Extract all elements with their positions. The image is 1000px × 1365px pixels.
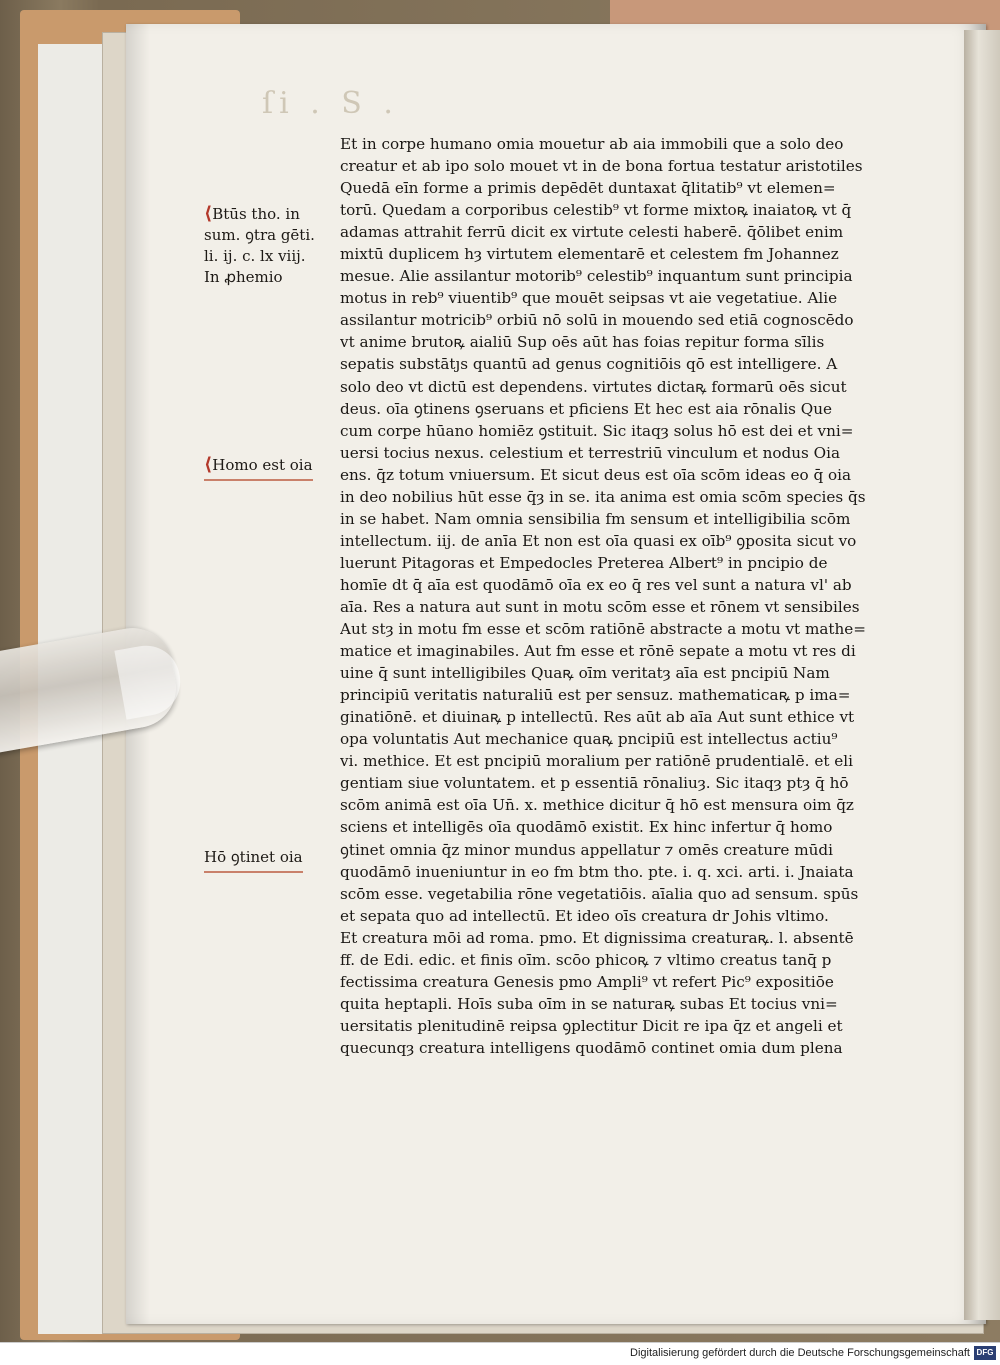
- text-line: scōm animā est oīa Un̄. x. methice dicitur q̄ hō est mensura oim q̄z: [340, 796, 854, 815]
- text-line: in se habet. Nam omnia sensibilia fm sensum et intelligibilia scōm: [340, 509, 851, 528]
- text-line: quita heptapli. Hoīs suba oīm in se naturaꝶ subas Et tocius vni=: [340, 994, 838, 1013]
- margin-note-text: Homo est oia: [212, 456, 313, 474]
- text-line: scōm esse. vegetabilia rōne vegetatiōis. aīalia quo ad sensum. spūs: [340, 884, 859, 903]
- text-line: homīe dt q̄ aīa est quodāmō oīa ex eo q̄ res vel sunt a natura vl' ab: [340, 575, 852, 594]
- text-line: aīa. Res a natura aut sunt in motu scōm esse et rōnem vt sensibiles: [340, 597, 860, 616]
- dfg-logo-icon: DFG: [974, 1346, 996, 1360]
- rubric-mark: ⟨: [204, 203, 213, 224]
- rubric-mark: ⟨: [204, 454, 213, 475]
- text-line: ginatiōnē. et diuinaꝶ p intellectū. Res aūt ab aīa Aut sunt ethice vt: [340, 708, 855, 727]
- margin-note-line: li. ij. c. lx viij.: [204, 247, 306, 265]
- margin-note-continet: [204, 847, 303, 873]
- text-line: mesue. Alie assilantur motorib⁹ celestib⁹ inquantum sunt principia: [340, 267, 853, 286]
- text-line: sciens et intelligēs oīa quodāmō existit. Ex hinc infertur q̄ homo: [340, 818, 833, 837]
- text-line: uersitatis plenitudinē reipsa ꝯplectitur Dicit re ipa q̄z et angeli et: [340, 1016, 843, 1035]
- margin-note-line: sum. ꝯtra gēti.: [204, 226, 315, 244]
- text-line: gentiam siue voluntatem. et p essentiā rōnaliuȝ. Sic itaqȝ ptȝ q̄ hō: [340, 774, 849, 793]
- text-line: opa voluntatis Aut mechanice quaꝶ pncipiū est intellectus actiu⁹: [340, 730, 838, 749]
- margin-note-thomas: [204, 204, 315, 288]
- text-line: ꝯtinet omnia q̄z minor mundus appellatur ⁊ omēs creature mūdi: [340, 840, 833, 859]
- page-edge: [964, 30, 1000, 1320]
- text-line: assilantur motricib⁹ orbiū nō solū in mouendo sed etiā cognoscēdo: [340, 311, 854, 330]
- text-line: Et in corpe humano omia mouetur ab aia immobili que a solo deo: [340, 135, 844, 153]
- text-line: vi. methice. Et est pncipiū moralium per ratiōnē prudentialē. et eli: [340, 752, 853, 771]
- text-line: ff. de Edi. edic. et finis oīm. scōo phicoꝶ ⁊ vltimo creatus tanq̄ p: [340, 950, 832, 969]
- text-line: fectissima creatura Genesis pmo Ampli⁹ vt refert Pic⁹ expositiōe: [340, 972, 834, 991]
- text-line: uersi tocius nexus. celestium et terrestriū vinculum et nodus Oia: [340, 443, 841, 462]
- text-line: adamas attrahit ferrū dicit ex virtute celesti haberē. q̄ōlibet enim: [340, 223, 844, 242]
- text-line: luerunt Pitagoras et Empedocles Preterea Albert⁹ in pncipio de: [340, 553, 828, 572]
- text-line: Aut stȝ in motu fm esse et scōm ratiōnē abstracte a motu vt mathe=: [340, 620, 867, 639]
- text-line: Quedā eīn forme a primis depēdēt duntaxat q̄litatib⁹ vt elemen=: [340, 179, 836, 198]
- text-line: creatur et ab ipo solo mouet vt in de bona fortua testatur aristotiles: [340, 157, 863, 176]
- margin-note-homo: [204, 455, 313, 481]
- margin-note-line: Btūs tho. in: [212, 205, 300, 223]
- footer-credit: Digitalisierung gefördert durch die Deutsche Forschungsgemeinschaft: [630, 1347, 970, 1359]
- text-line: mixtū duplicem hȝ virtutem elementarē et celestem fm Johannez: [340, 245, 839, 264]
- text-line: uine q̄ sunt intelligibiles Quaꝶ oīm veritatȝ aīa est pncipiū Nam: [340, 664, 830, 683]
- text-line: cum corpe hūano homiēz ꝯstituit. Sic itaqȝ solus hō est dei et vni=: [340, 421, 854, 440]
- text-line: ens. q̄z totum vniuersum. Et sicut deus est oīa scōm ideas eo q̄ oia: [340, 465, 852, 484]
- text-line: intellectum. iij. de anīa Et non est oīa quasi ex oīb⁹ ꝯposita sicut vo: [340, 531, 857, 550]
- margin-note-text: Hō ꝯtinet oia: [204, 848, 303, 866]
- text-line: matice et imaginabiles. Aut fm esse et rōnē sepate a motu vt res di: [340, 642, 856, 661]
- text-line: vt anime brutoꝶ aialiū Sup oēs aūt has foias repitur forma sīlis: [340, 333, 825, 352]
- text-line: solo deo vt dictū est dependens. virtutes dictaꝶ formarū oēs sicut: [340, 377, 847, 396]
- text-line: principiū veritatis naturaliū est per sensuz. mathematicaꝶ p ima=: [340, 686, 851, 705]
- text-line: quodāmō inueniuntur in eo fm btm tho. pte. i. q. xci. arti. i. Jnaiata: [340, 862, 854, 881]
- main-text-block: [340, 133, 940, 1059]
- text-line: torū. Quedam a corporibus celestib⁹ vt forme mixtoꝶ inaiatoꝶ vt q̄: [340, 201, 852, 220]
- text-line: deus. oīa ꝯtinens ꝯseruans et pficiens Et hec est aia rōnalis Que: [340, 399, 833, 418]
- footer-bar: [0, 1342, 1000, 1365]
- text-line: quecunqȝ creatura intelligens quodāmō continet omia dum plena: [340, 1038, 843, 1057]
- text-line: sepatis substātȷs quantū ad genus cognitiōis qō est intelligere. A: [340, 355, 838, 374]
- text-line: et sepata quo ad intellectū. Et ideo oīs creatura dr Johis vltimo.: [340, 906, 829, 925]
- faint-folio-mark: ſi . S .: [262, 86, 399, 121]
- margin-note-line: In ꝓhemio: [204, 268, 283, 286]
- text-line: motus in reb⁹ viuentib⁹ que mouēt seipsas vt aie vegetatiue. Alie: [340, 289, 838, 308]
- text-line: in deo nobilius hūt esse q̄ȝ in se. ita anima est omia scōm species q̄s: [340, 487, 866, 506]
- text-line: Et creatura mōi ad roma. pmo. Et dignissima creaturaꝶ. l. absentē: [340, 928, 854, 947]
